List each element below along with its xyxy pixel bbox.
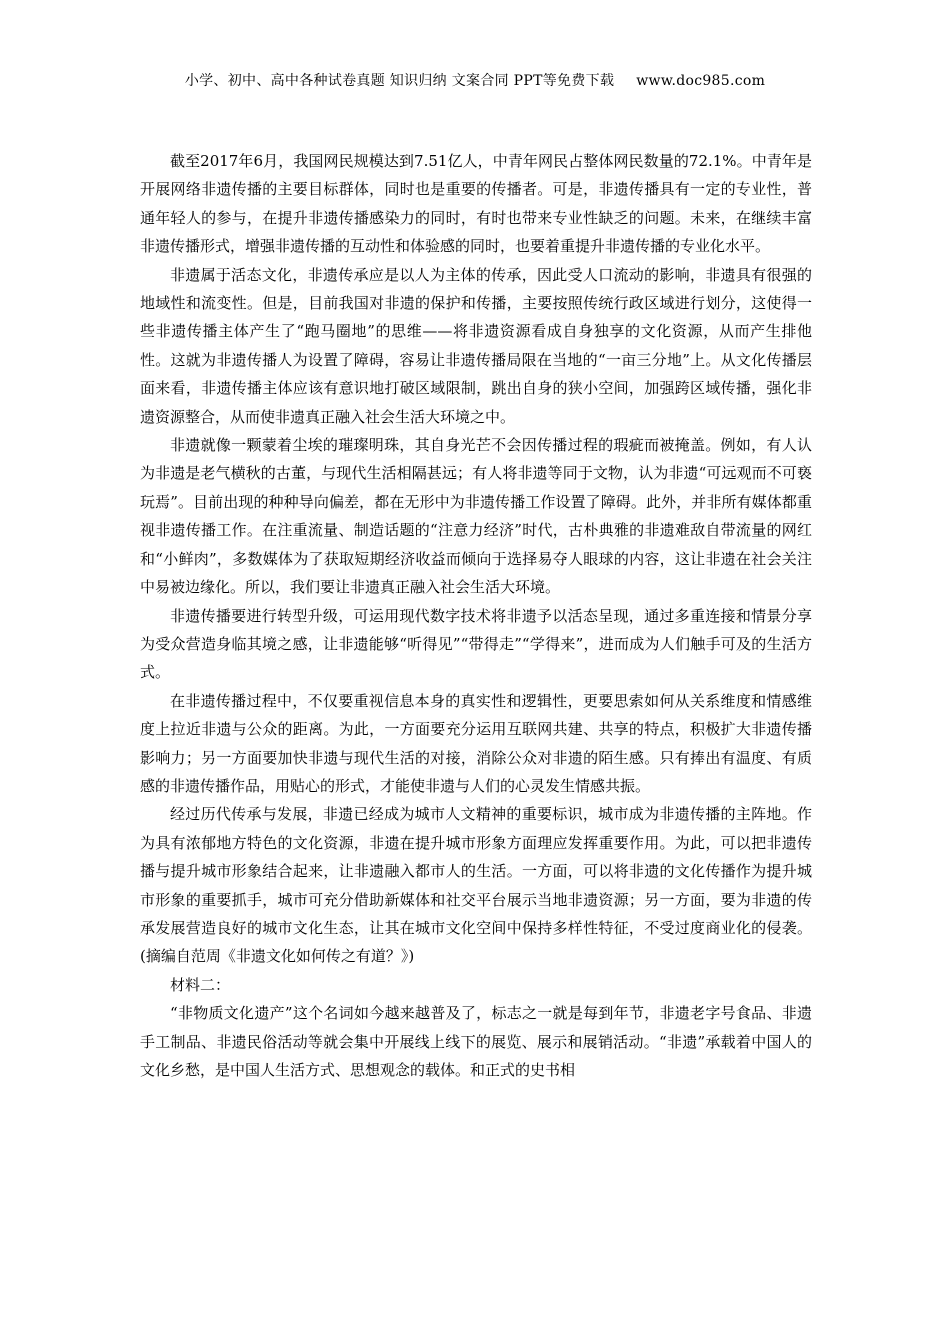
paragraph: 截至2017年6月，我国网民规模达到7.51亿人，中青年网民占整体网民数量的72.1%。中青年是开展网络非遗传播的主要目标群体，同时也是重要的传播者。可是，非遗传播具有一定的专业性，普通年轻人的参与，在提升非遗传播感染力的同时，有时也带来专业性缺乏的问题。未来，在继续丰富非遗传播形式，增强非遗传播的互动性和体验感的同时，也要着重提升非遗传播的专业化水平。 <box>140 152 812 256</box>
material-label: 材料二： <box>170 975 231 994</box>
paragraph: 非遗传播要进行转型升级，可运用现代数字技术将非遗予以活态呈现，通过多重连接和情景分享为受众营造身临其境之感，让非遗能够“听得见”“带得走”“学得来”，进而成为人们触手可及的生活方式。 <box>140 606 812 682</box>
paragraph: 经过历代传承与发展，非遗已经成为城市人文精神的重要标识，城市成为非遗传播的主阵地。作为具有浓郁地方特色的文化资源，非遗在提升城市形象方面理应发挥重要作用。为此，可以把非遗传播与提升城市形象结合起来，让非遗融入都市人的生活。一方面，可以将非遗的文化传播作为提升城市形象的重要抓手，城市可充分借助新媒体和社交平台展示当地非遗资源；另一方面，要为非遗的传承发展营造良好的城市文化生态，让其在城市文化空间中保持多样性特征，不受过度商业化的侵袭。(摘编自范周《非遗文化如何传之有道？》) <box>140 805 812 966</box>
header-text: 小学、初中、高中各种试卷真题 知识归纳 文案合同 PPT等免费下载 <box>184 73 615 89</box>
paragraph: “非物质文化遗产”这个名词如今越来越普及了，标志之一就是每到年节，非遗老字号食品、非遗手工制品、非遗民俗活动等就会集中开展线上线下的展览、展示和展销活动。“非遗”承载着中国人的文化乡愁，是中国人生活方式、思想观念的载体。和正式的史书相 <box>140 1004 812 1079</box>
paragraph: 在非遗传播过程中，不仅要重视信息本身的真实性和逻辑性，更要思索如何从关系维度和情感维度上拉近非遗与公众的距离。为此，一方面要充分运用互联网共建、共享的特点，积极扩大非遗传播影响力；另一方面要加快非遗与现代生活的对接，消除公众对非遗的陌生感。只有捧出有温度、有质感的非遗传播作品，用贴心的形式，才能使非遗与人们的心灵发生情感共振。 <box>140 691 812 795</box>
paragraph: 非遗就像一颗蒙着尘埃的璀璨明珠，其自身光芒不会因传播过程的瑕疵而被掩盖。例如，有人认为非遗是老气横秋的古董，与现代生活相隔甚远；有人将非遗等同于文物，认为非遗“可远观而不可亵玩焉”。目前出现的种种导向偏差，都在无形中为非遗传播工作设置了障碍。此外，并非所有媒体都重视非遗传播工作。在注重流量、制造话题的“注意力经济”时代，古朴典雅的非遗难敌自带流量的网红和“小鲜肉”，多数媒体为了获取短期经济收益而倾向于选择易夺人眼球的内容，这让非遗在社会关注中易被边缘化。所以，我们要让非遗真正融入社会生活大环境。 <box>140 436 812 597</box>
document-body <box>140 147 812 1084</box>
header-url[interactable]: www.doc985.com <box>636 73 766 89</box>
paragraph: 非遗属于活态文化，非遗传承应是以人为主体的传承，因此受人口流动的影响，非遗具有很强的地域性和流变性。但是，目前我国对非遗的保护和传播，主要按照传统行政区域进行划分，这使得一些非遗传播主体产生了“跑马圈地”的思维——将非遗资源看成自身独享的文化资源，从而产生排他性。这就为非遗传播人为设置了障碍，容易让非遗传播局限在当地的“一亩三分地”上。从文化传播层面来看，非遗传播主体应该有意识地打破区域限制，跳出自身的狭小空间，加强跨区域传播，强化非遗资源整合，从而使非遗真正融入社会生活大环境之中。 <box>140 265 812 426</box>
page-header <box>0 70 950 90</box>
